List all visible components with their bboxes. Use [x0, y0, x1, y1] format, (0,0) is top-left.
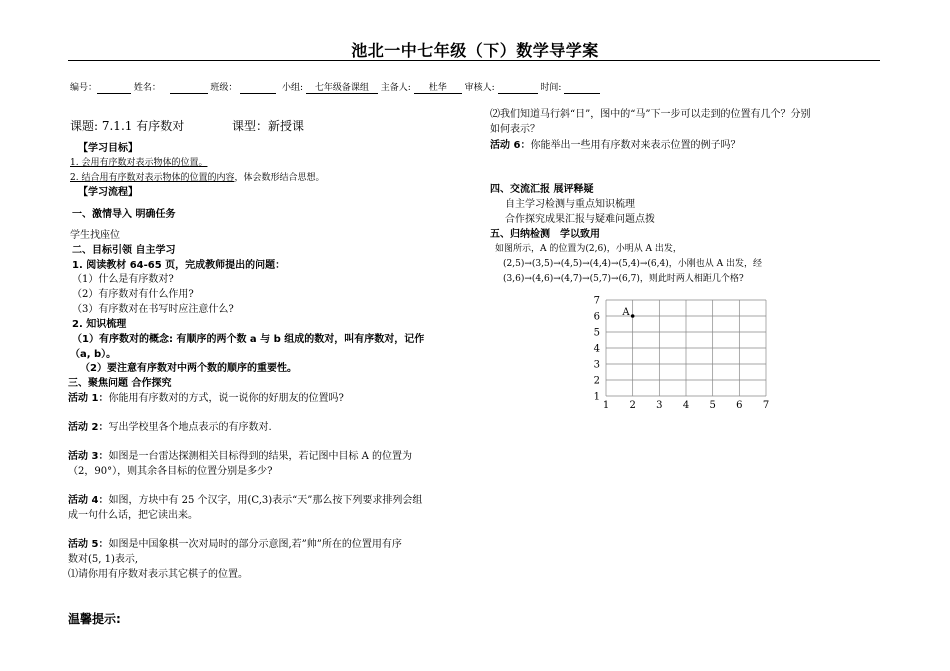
activity-3-cont: （2，90°），则其余各目标的位置分别是多少? [68, 466, 273, 477]
point-marker [631, 314, 635, 318]
activity-4-cont: 成一句什么话，把它读出来。 [68, 510, 198, 521]
section-4-item-1: 自主学习检测与重点知识梳理 [505, 199, 635, 210]
question-2: （2）有序数对有什么作用? [72, 289, 194, 300]
activity-5-sub: ⑴请你用有序数对表示其它棋子的位置。 [68, 569, 248, 580]
x-tick-label: 4 [682, 400, 690, 411]
x-tick-label: 7 [762, 400, 770, 411]
number-label: 编号： [70, 83, 98, 93]
y-tick-label: 2 [593, 375, 600, 387]
y-tick-label: 3 [593, 359, 600, 371]
x-tick-label: 3 [656, 400, 663, 411]
horse-question-cont: 如何表示？ [490, 124, 540, 135]
x-tick-label: 5 [709, 400, 716, 411]
header-rule [68, 60, 880, 61]
section-1-text: 学生找座位 [70, 230, 120, 241]
point-label: A [622, 307, 630, 318]
x-tick-label: 2 [629, 400, 636, 411]
lesson-type: 课型：新授课 [232, 119, 305, 133]
goal-2: 2. 结合用有序数对表示物体的位置的内容，体会数形结合思想。 [70, 173, 325, 183]
y-tick-label: 4 [593, 343, 600, 355]
y-tick-label: 1 [593, 391, 600, 403]
section-4-item-2: 合作探究成果汇报与疑难问题点拨 [505, 214, 655, 225]
knowledge-heading: 2. 知识梳理 [72, 319, 127, 330]
knowledge-2: （2）要注意有序数对中两个数的顺序的重要性。 [80, 363, 297, 374]
activity-3: 活动 3：如图是一台雷达探测相关目标得到的结果，若记图中目标 A 的位置为 [68, 451, 413, 462]
preparer-label: 主备人: [380, 83, 411, 93]
horse-question: ⑵我们知道马行斜“日”，图中的“马”下一步可以走到的位置有几个？分别 [490, 109, 811, 120]
activity-4: 活动 4：如图，方块中有 25 个汉字，用(C,3)表示“天”那么按下列要求排列会组 [68, 495, 423, 506]
name-label: 姓名： [133, 83, 161, 93]
tip-heading: 温馨提示: [68, 612, 121, 626]
activity-5-cont: 数对(5, 1)表示, [68, 554, 139, 565]
number-blank[interactable] [97, 83, 131, 94]
reviewer-blank[interactable] [498, 83, 538, 94]
class-blank[interactable] [240, 83, 276, 94]
read-instruction: 1. 阅读教材 64-65 页，完成教师提出的问题： [72, 260, 286, 271]
section-4-heading: 四、交流汇报 展评释疑 [490, 184, 594, 195]
question-1: （1）什么是有序数对? [72, 274, 174, 285]
section-5-heading: 五、归纳检测 学以致用 [490, 229, 600, 240]
class-label: 班级： [210, 83, 238, 93]
activity-5: 活动 5：如图是中国象棋一次对局时的部分示意图,若”帅”所在的位置用有序 [68, 539, 402, 550]
name-blank[interactable] [170, 83, 208, 94]
reviewer-label: 审核人: [464, 83, 495, 93]
y-tick-label: 6 [593, 311, 600, 323]
activity-1: 活动 1：你能用有序数对的方式，说一说你的好朋友的位置吗? [68, 393, 344, 404]
knowledge-1: （1）有序数对的概念: 有顺序的两个数 a 与 b 组成的数对，叫有序数对，记作 [72, 334, 425, 345]
activity-2: 活动 2：写出学校里各个地点表示的有序数对. [68, 422, 272, 433]
problem-line-1: 如图所示，A 的位置为(2,6)，小明从 A 出发， [495, 244, 682, 254]
problem-line-3: (3,6)→(4,6)→(4,7)→(5,7)→(6,7)，则此时两人相距几个格? [503, 274, 744, 284]
x-tick-label: 1 [602, 400, 610, 411]
section-1-heading: 一、激情导入 明确任务 [72, 209, 176, 220]
lesson-topic: 课题: 7.1.1 有序数对 [70, 119, 185, 133]
time-label: 时间: [540, 83, 562, 93]
group-value: 七年级备课组 [306, 80, 378, 94]
goal-1: 1. 会用有序数对表示物体的位置。 [70, 158, 208, 168]
preparer-value: 杜华 [414, 80, 462, 94]
y-tick-label: 7 [593, 295, 600, 307]
section-3-heading: 三、聚焦问题 合作探究 [68, 378, 172, 389]
flow-heading: 【学习流程】 [78, 187, 138, 198]
time-blank[interactable] [564, 83, 600, 94]
goals-heading: 【学习目标】 [78, 143, 138, 154]
meta-line [70, 80, 600, 94]
x-tick-label: 6 [736, 400, 743, 411]
y-tick-label: 5 [593, 327, 600, 339]
coordinate-grid [590, 292, 780, 412]
problem-line-2: (2,5)→(3,5)→(4,5)→(4,4)→(5,4)→(6,4)，小刚也从 A 出发，经 [503, 259, 762, 269]
knowledge-1-cont: （a, b）。 [70, 349, 117, 360]
section-2-heading: 二、目标引领 自主学习 [72, 245, 176, 256]
activity-6: 活动 6：你能举出一些用有序数对来表示位置的例子吗？ [490, 140, 741, 151]
question-3: （3）有序数对在书写时应注意什么? [72, 304, 234, 315]
page-title: 池北一中七年级（下）数学导学案 [351, 41, 599, 60]
group-label: 小组: [282, 83, 304, 93]
